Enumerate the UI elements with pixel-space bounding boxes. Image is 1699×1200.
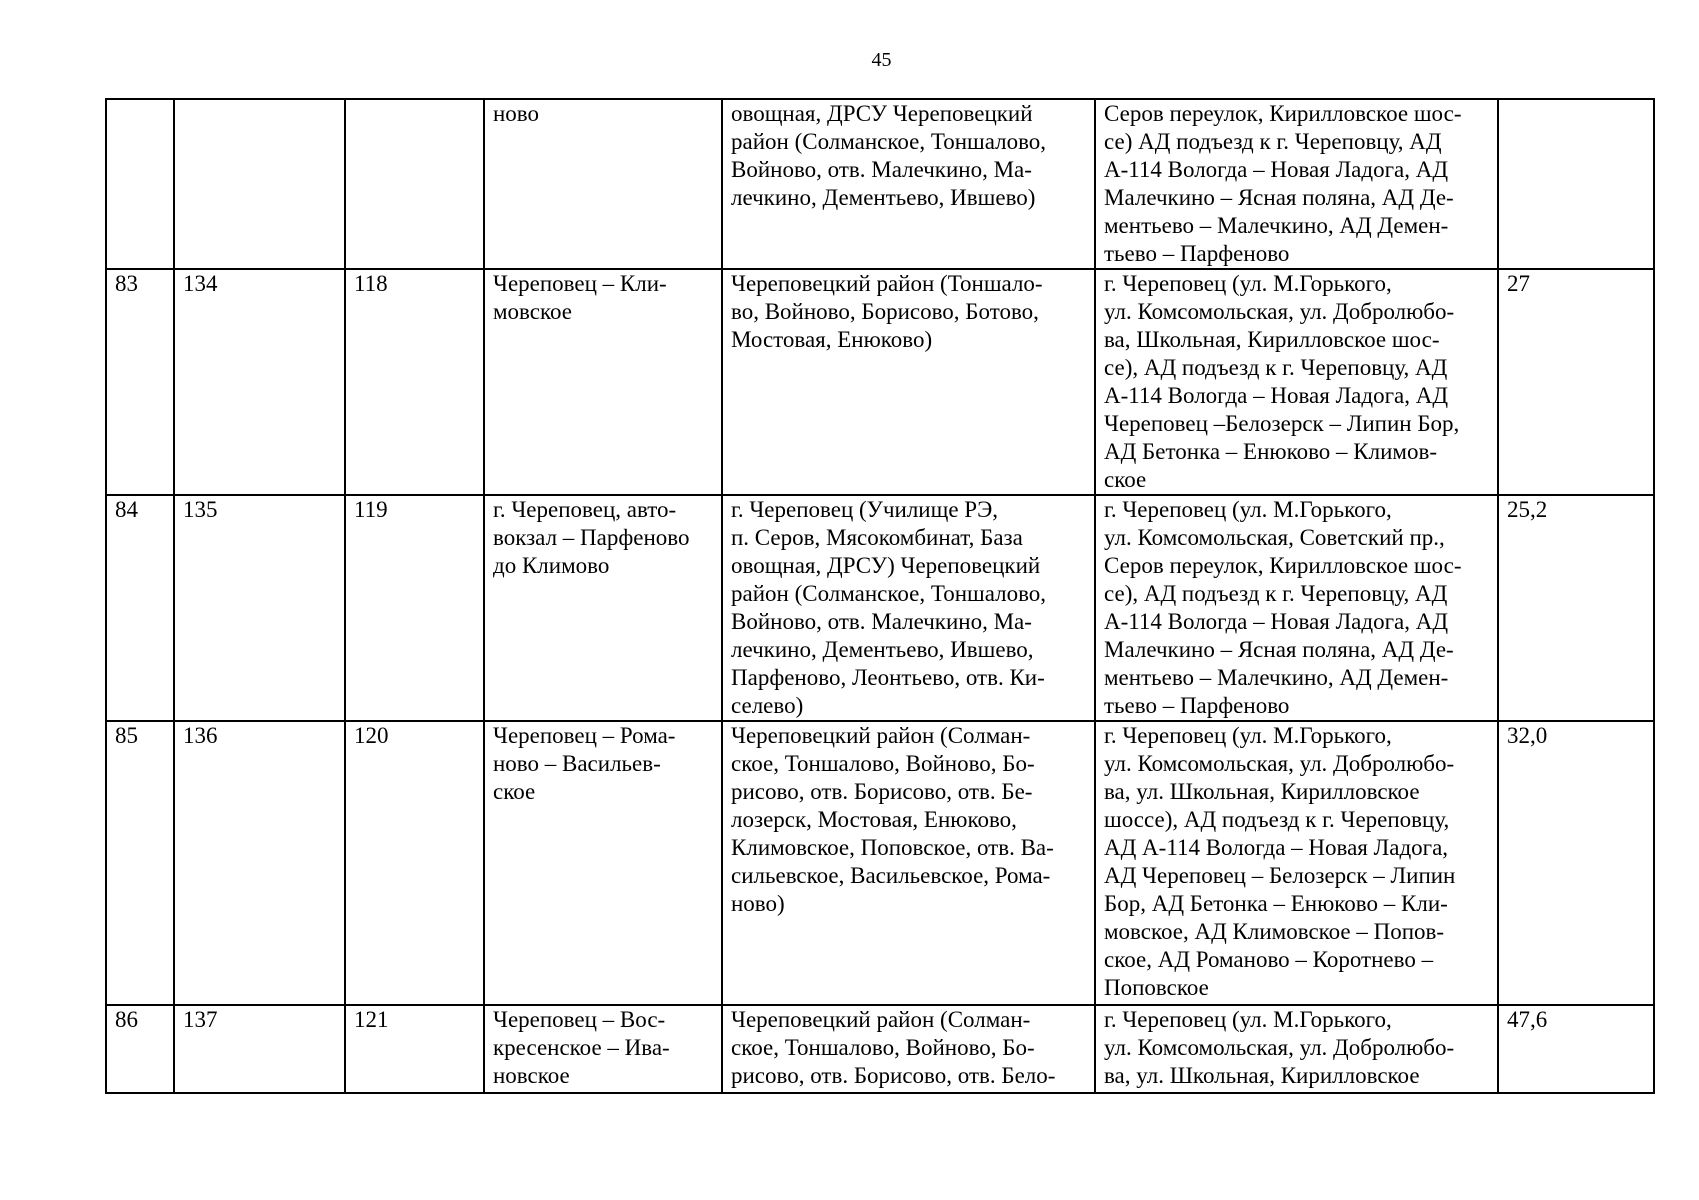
text-line: Череповецкий район (Солман- bbox=[731, 1007, 1031, 1032]
text-line: Бор, АД Бетонка – Енюково – Кли- bbox=[1104, 891, 1448, 916]
streets-cell bbox=[1095, 495, 1498, 721]
text-line: Серов переулок, Кирилловское шос- bbox=[1104, 553, 1462, 578]
row-number-cell bbox=[106, 99, 174, 269]
route-name-cell bbox=[484, 269, 722, 495]
text-line: тьево – Парфеново bbox=[1104, 693, 1290, 718]
text-line: ментьево – Малечкино, АД Демен- bbox=[1104, 665, 1449, 690]
text-line: г. Череповец (ул. М.Горького, bbox=[1104, 497, 1392, 522]
text-line: район (Солманское, Тоншалово, bbox=[731, 129, 1047, 154]
text-line: район (Солманское, Тоншалово, bbox=[731, 581, 1047, 606]
stops-cell bbox=[722, 721, 1095, 1005]
route-number-cell: 137 bbox=[174, 1005, 345, 1093]
text-line: се), АД подъезд к г. Череповцу, АД bbox=[1104, 355, 1448, 380]
route-name-cell bbox=[484, 495, 722, 721]
text-line: сильевское, Васильевское, Рома- bbox=[731, 863, 1051, 888]
text-line: Череповец – Рома- bbox=[493, 723, 676, 748]
text-line: се), АД подъезд к г. Череповцу, АД bbox=[1104, 581, 1448, 606]
route-code-cell: 119 bbox=[345, 495, 484, 721]
route-code-cell bbox=[345, 99, 484, 269]
route-code-cell: 121 bbox=[345, 1005, 484, 1093]
text-line: ново – Васильев- bbox=[493, 751, 661, 776]
text-line: Череповецкий район (Солман- bbox=[731, 723, 1031, 748]
stops-cell bbox=[722, 269, 1095, 495]
length-cell: 27 bbox=[1498, 269, 1654, 495]
text-line: тьево – Парфеново bbox=[1104, 241, 1290, 266]
stops-cell bbox=[722, 1005, 1095, 1093]
row-number-cell: 86 bbox=[106, 1005, 174, 1093]
text-line: г. Череповец (ул. М.Горького, bbox=[1104, 271, 1392, 296]
text-line: ул. Комсомольская, ул. Добролюбо- bbox=[1104, 299, 1455, 324]
text-line: лозерск, Мостовая, Енюково, bbox=[731, 807, 1017, 832]
route-number-cell: 136 bbox=[174, 721, 345, 1005]
streets-cell bbox=[1095, 1005, 1498, 1093]
stops-cell bbox=[722, 99, 1095, 269]
text-line: мовское, АД Климовское – Попов- bbox=[1104, 919, 1445, 944]
route-code-cell: 118 bbox=[345, 269, 484, 495]
text-line: рисово, отв. Борисово, отв. Бе- bbox=[731, 779, 1033, 804]
text-line: Череповец – Кли- bbox=[493, 271, 667, 296]
text-line: ментьево – Малечкино, АД Демен- bbox=[1104, 213, 1449, 238]
text-line: АД Бетонка – Енюково – Климов- bbox=[1104, 439, 1438, 464]
length-cell: 32,0 bbox=[1498, 721, 1654, 1005]
text-line: ское bbox=[1104, 467, 1147, 492]
text-line: г. Череповец (ул. М.Горького, bbox=[1104, 1007, 1392, 1032]
text-line: ское, Тоншалово, Войново, Бо- bbox=[731, 1035, 1035, 1060]
text-line: А-114 Вологда – Новая Ладога, АД bbox=[1104, 383, 1449, 408]
text-line: п. Серов, Мясокомбинат, База bbox=[731, 525, 1023, 550]
row-number-cell: 83 bbox=[106, 269, 174, 495]
text-line: мовское bbox=[493, 299, 572, 324]
text-line: ул. Комсомольская, ул. Добролюбо- bbox=[1104, 1035, 1455, 1060]
text-line: Войново, отв. Малечкино, Ма- bbox=[731, 609, 1032, 634]
text-line: Парфеново, Леонтьево, отв. Ки- bbox=[731, 665, 1045, 690]
text-line: ул. Комсомольская, ул. Добролюбо- bbox=[1104, 751, 1455, 776]
length-cell: 47,6 bbox=[1498, 1005, 1654, 1093]
text-line: до Климово bbox=[493, 553, 610, 578]
route-name-cell bbox=[484, 1005, 722, 1093]
text-line: Череповецкий район (Тоншало- bbox=[731, 271, 1043, 296]
text-line: ва, Школьная, Кирилловское шос- bbox=[1104, 327, 1440, 352]
text-line: во, Войново, Борисово, Ботово, bbox=[731, 299, 1039, 324]
text-line: Череповец – Вос- bbox=[493, 1007, 666, 1032]
text-line: А-114 Вологда – Новая Ладога, АД bbox=[1104, 609, 1449, 634]
text-line: Малечкино – Ясная поляна, АД Де- bbox=[1104, 185, 1454, 210]
text-line: АД А-114 Вологда – Новая Ладога, bbox=[1104, 835, 1449, 860]
length-cell: 25,2 bbox=[1498, 495, 1654, 721]
text-line: Климовское, Поповское, отв. Ва- bbox=[731, 835, 1054, 860]
streets-cell bbox=[1095, 269, 1498, 495]
text-line: ново bbox=[493, 101, 540, 126]
text-line: Малечкино – Ясная поляна, АД Де- bbox=[1104, 637, 1454, 662]
text-line: лечкино, Дементьево, Ившево, bbox=[731, 637, 1034, 662]
text-line: ское, Тоншалово, Войново, Бо- bbox=[731, 751, 1035, 776]
length-cell bbox=[1498, 99, 1654, 269]
text-line: кресенское – Ива- bbox=[493, 1035, 670, 1060]
stops-cell bbox=[722, 495, 1095, 721]
text-line: ское, АД Романово – Коротнево – bbox=[1104, 947, 1434, 972]
text-line: се) АД подъезд к г. Череповцу, АД bbox=[1104, 129, 1442, 154]
text-line: овощная, ДРСУ) Череповецкий bbox=[731, 553, 1041, 578]
text-line: г. Череповец (ул. М.Горького, bbox=[1104, 723, 1392, 748]
route-name-cell bbox=[484, 721, 722, 1005]
route-name-cell bbox=[484, 99, 722, 269]
text-line: шоссе), АД подъезд к г. Череповцу, bbox=[1104, 807, 1450, 832]
table-row bbox=[106, 99, 1654, 269]
text-line: ул. Комсомольская, Советский пр., bbox=[1104, 525, 1445, 550]
text-line: ново) bbox=[731, 891, 785, 916]
text-line: А-114 Вологда – Новая Ладога, АД bbox=[1104, 157, 1449, 182]
text-line: ва, ул. Школьная, Кирилловское bbox=[1104, 1063, 1420, 1088]
route-number-cell bbox=[174, 99, 345, 269]
route-number-cell: 134 bbox=[174, 269, 345, 495]
text-line: Войново, отв. Малечкино, Ма- bbox=[731, 157, 1032, 182]
table-row bbox=[106, 721, 1654, 1005]
table-row bbox=[106, 495, 1654, 721]
text-line: Поповское bbox=[1104, 975, 1209, 1000]
text-line: Мостовая, Енюково) bbox=[731, 327, 933, 352]
table-row bbox=[106, 1005, 1654, 1093]
route-code-cell: 120 bbox=[345, 721, 484, 1005]
text-line: Серов переулок, Кирилловское шос- bbox=[1104, 101, 1462, 126]
row-number-cell: 84 bbox=[106, 495, 174, 721]
routes-table bbox=[105, 98, 1655, 1094]
text-line: лечкино, Дементьево, Ившево) bbox=[731, 185, 1036, 210]
streets-cell bbox=[1095, 721, 1498, 1005]
row-number-cell: 85 bbox=[106, 721, 174, 1005]
text-line: селево) bbox=[731, 693, 804, 718]
table-row bbox=[106, 269, 1654, 495]
route-number-cell: 135 bbox=[174, 495, 345, 721]
streets-cell bbox=[1095, 99, 1498, 269]
text-line: вокзал – Парфеново bbox=[493, 525, 690, 550]
page-number: 45 bbox=[871, 49, 892, 71]
text-line: АД Череповец – Белозерск – Липин bbox=[1104, 863, 1456, 888]
text-line: овощная, ДРСУ Череповецкий bbox=[731, 101, 1033, 126]
text-line: новское bbox=[493, 1063, 570, 1088]
text-line: г. Череповец, авто- bbox=[493, 497, 677, 522]
text-line: г. Череповец (Училище РЭ, bbox=[731, 497, 999, 522]
text-line: Череповец –Белозерск – Липин Бор, bbox=[1104, 411, 1460, 436]
text-line: ское bbox=[493, 779, 536, 804]
text-line: ва, ул. Школьная, Кирилловское bbox=[1104, 779, 1420, 804]
text-line: рисово, отв. Борисово, отв. Бело- bbox=[731, 1063, 1056, 1088]
